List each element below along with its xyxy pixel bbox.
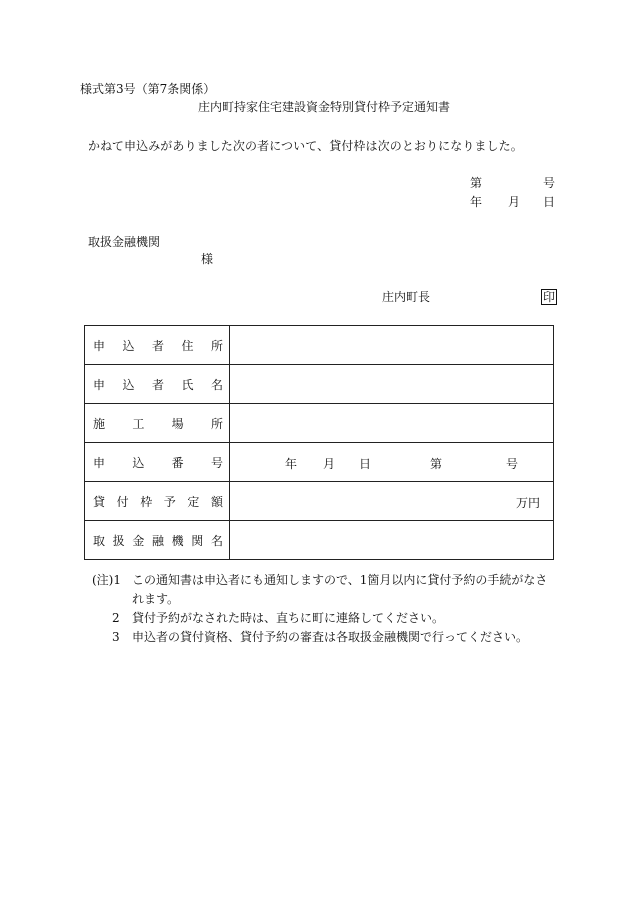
addressee-label: 取扱金融機関	[88, 235, 161, 249]
intro-text: かねて申込みがありました次の者について、貸付枠は次のとおりになりました。	[88, 139, 523, 153]
issuer-title: 庄内町長	[382, 290, 431, 304]
note-item	[92, 628, 562, 647]
row-date-year: 年	[285, 457, 298, 471]
row-number-label: 第	[430, 457, 443, 471]
note-item-continuation	[92, 590, 562, 609]
construction-site-label	[85, 404, 230, 443]
financial-institution-label	[85, 521, 230, 560]
application-number-label	[85, 443, 230, 482]
label-chars: 申 込 者 氏 名	[93, 377, 223, 392]
notes-section	[92, 571, 562, 647]
row-number-unit: 号	[506, 457, 519, 471]
date-year: 年	[470, 195, 483, 209]
date-month: 月	[508, 195, 521, 209]
table-row	[85, 326, 554, 365]
label-chars: 申 込 番 号	[93, 455, 223, 470]
loan-amount-unit: 万円	[516, 496, 541, 510]
addressee-honorific: 様	[201, 252, 214, 266]
table-row	[85, 365, 554, 404]
document-title: 庄内町持家住宅建設資金特別貸付枠予定通知書	[198, 100, 451, 114]
note-text: この通知書は申込者にも通知しますので、1箇月以内に貸付予約の手続がなさ	[132, 573, 548, 587]
date-day: 日	[543, 195, 556, 209]
financial-institution-field[interactable]	[230, 521, 554, 560]
applicant-name-field[interactable]	[230, 365, 554, 404]
row-date-day: 日	[359, 457, 372, 471]
construction-site-field[interactable]	[230, 404, 554, 443]
application-number-field[interactable]	[230, 443, 554, 482]
applicant-address-label	[85, 326, 230, 365]
note-item	[92, 571, 562, 590]
applicant-address-field[interactable]	[230, 326, 554, 365]
table-row	[85, 404, 554, 443]
loan-amount-field[interactable]	[230, 482, 554, 521]
table-row	[85, 521, 554, 560]
seal-mark: 印	[543, 290, 556, 304]
note-number: 3	[112, 630, 120, 644]
note-text: 貸付予約がなされた時は、直ちに町に連絡してください。	[132, 611, 445, 625]
row-date-month: 月	[323, 457, 336, 471]
note-item	[92, 609, 562, 628]
document-number-unit: 号	[543, 176, 556, 190]
document-number-label: 第	[470, 176, 483, 190]
label-chars: 申 込 者 住 所	[93, 338, 223, 353]
label-chars: 施 工 場 所	[93, 416, 223, 431]
notes-prefix: (注)1	[92, 573, 122, 587]
table-row	[85, 443, 554, 482]
table-row	[85, 482, 554, 521]
note-text: れます。	[132, 592, 180, 606]
note-text: 申込者の貸付資格、貸付予約の審査は各取扱金融機関で行ってください。	[132, 630, 529, 644]
loan-amount-label	[85, 482, 230, 521]
form-number: 様式第3号（第7条関係）	[80, 82, 216, 96]
applicant-name-label	[85, 365, 230, 404]
note-number: 2	[112, 611, 120, 625]
application-info-table	[84, 325, 554, 560]
label-chars: 取 扱 金 融 機 関 名	[93, 533, 223, 548]
label-chars: 貸 付 枠 予 定 額	[93, 494, 223, 509]
